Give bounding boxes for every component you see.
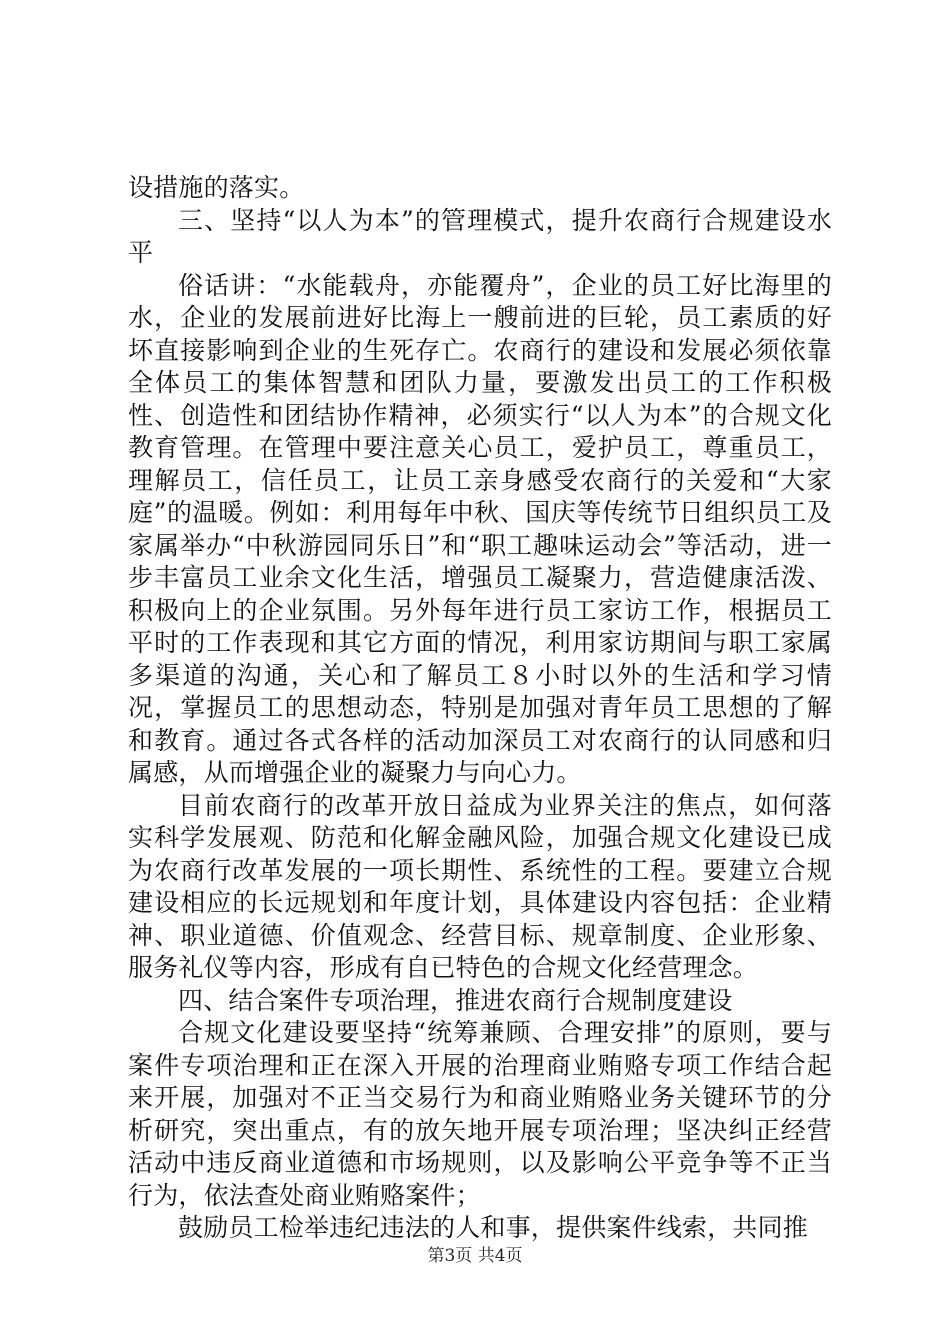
document-body bbox=[128, 172, 832, 1245]
paragraph-continuation: 设措施的落实。 bbox=[128, 173, 305, 202]
section-heading-four: 四、结合案件专项治理，推进农商行合规制度建设 bbox=[178, 985, 733, 1015]
paragraph-people-oriented: 俗话讲：“水能载舟，亦能覆舟”，企业的员工好比海里的水，企业的发展前进好比海上一艘前进的巨轮，员工素质的好坏直接影响到企业的生死存亡。农商行的建设和发展必须依靠全体员工的集体智慧和团队力量，要激发出员工的工作积极性、创造性和团结协作精神，必须实行“以人为本”的合规文化教育管理。在管理中要注意关心员工，爱护员工，尊重员工，理解员工，信任员工，让员工亲身感受农商行的关爱和“大家庭”的温暖。例如：利用每年中秋、国庆等传统节日组织员工及家属举办“中秋游园同乐日”和“职工趣味运动会”等活动，进一步丰富员工业余文化生活，增强员工凝聚力，营造健康活泼、积极向上的企业氛围。另外每年进行员工家访工作，根据员工平时的工作表现和其它方面的情况，利用家访期间与职工家属多渠道的沟通，关心和了解员工８小时以外的生活和学习情况，掌握员工的思想动态，特别是加强对青年员工思想的了解和教育。通过各式各样的活动加深员工对农商行的认同感和归属感，从而增强企业的凝聚力与向心力。 bbox=[128, 270, 832, 787]
paragraph-reform-planning: 目前农商行的改革开放日益成为业界关注的焦点，如何落实科学发展观、防范和化解金融风险，加强合规文化建设已成为农商行改革发展的一项长期性、系统性的工程。要建立合规建设相应的长远规划和年度计划，具体建设内容包括：企业精神、职业道德、价值观念、经营目标、规章制度、企业形象、服务礼仪等内容，形成有自已特色的合规文化经营理念。 bbox=[128, 790, 832, 982]
paragraph-encourage-reporting: 鼓励员工检举违纪违法的人和事，提供案件线索，共同推 bbox=[178, 1213, 809, 1242]
paragraph-case-governance: 合规文化建设要坚持“统筹兼顾、合理安排”的原则，要与案件专项治理和正在深入开展的治理商业贿赂专项工作结合起来开展，加强对不正当交易行为和商业贿赂业务关键环节的分析研究，突出重点，有的放矢地开展专项治理；坚决纠正经营活动中违反商业道德和市场规则，以及影响公平竞争等不正当行为，依法查处商业贿赂案件； bbox=[128, 1018, 832, 1210]
page-number-footer: 第3页 共4页 bbox=[427, 1246, 523, 1266]
section-heading-three: 三、坚持“以人为本”的管理模式，提升农商行合规建设水平 bbox=[128, 205, 832, 267]
